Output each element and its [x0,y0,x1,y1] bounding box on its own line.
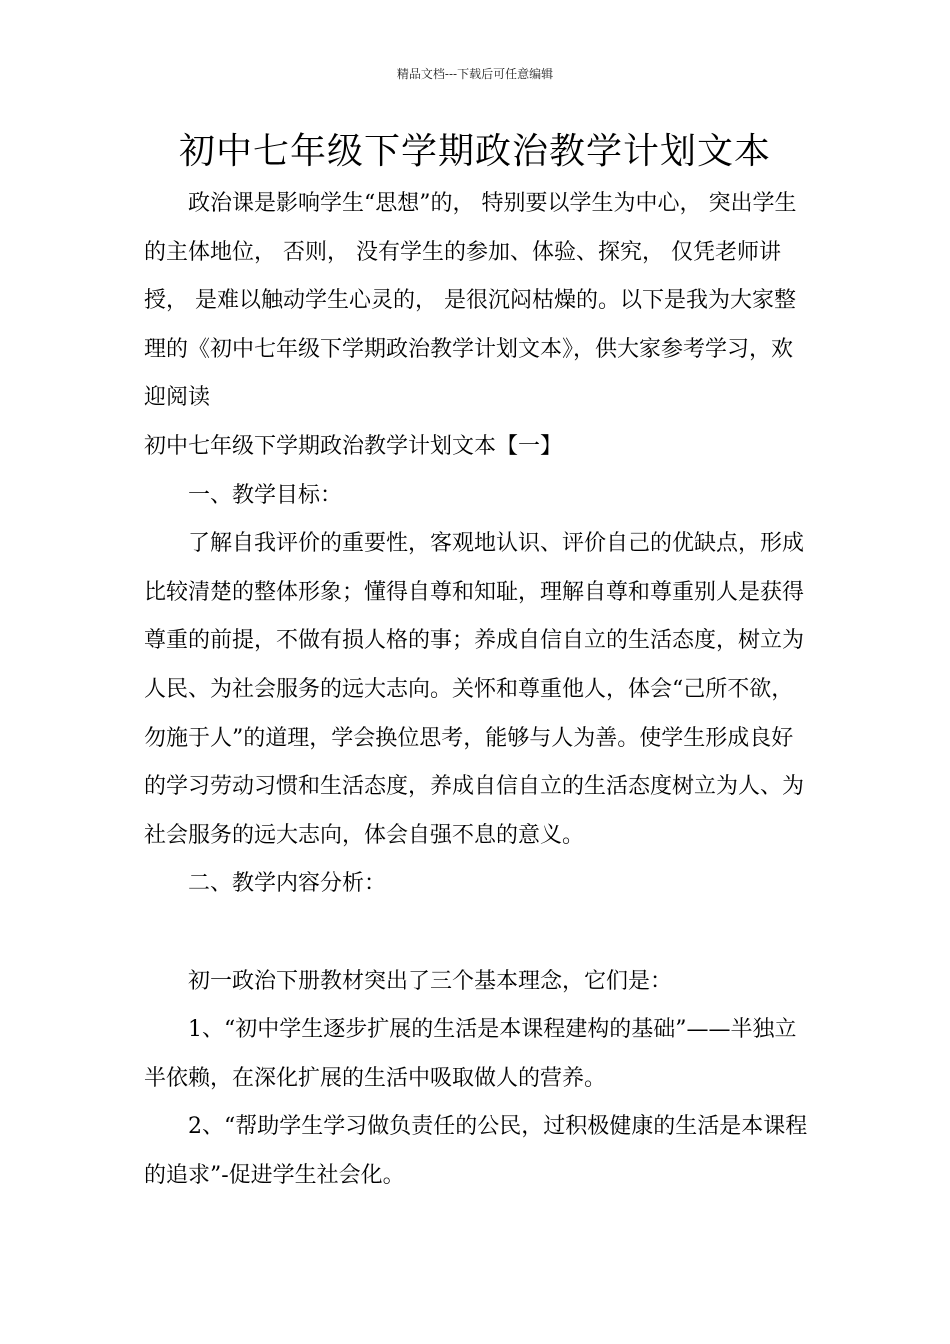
intro-paragraph: 政治课是影响学生“思想”的， 特别要以学生为中心， 突出学生的主体地位， 否则， 没有学生的参加、体验、探究， 仅凭老师讲授， 是难以触动学生心灵的， 是很沉闷枯燥的。以下是我为大家整理的《初中七年级下学期政治教学计划文本》，供大家参考学习，欢迎阅读 [144,191,797,411]
blank-line [144,909,808,958]
goal-heading: 一、教学目标： [188,482,343,508]
document-title: 初中七年级下学期政治教学计划文本 [178,131,771,172]
content-heading: 二、教学内容分析： [188,871,387,897]
point-one-paragraph: 1、“初中学生逐步扩展的生活是本课程建构的基础”——半独立半依赖，在深化扩展的生活中吸取做人的营养。 [144,1017,797,1091]
content-intro-paragraph: 初一政治下册教材突出了三个基本理念，它们是： [188,968,673,994]
document-body [144,180,808,1200]
section-heading: 初中七年级下学期政治教学计划文本【一】 [144,433,563,459]
header-note: 精品文档---下载后可任意编辑 [396,67,554,81]
goal-paragraph: 了解自我评价的重要性，客观地认识、评价自己的优缺点，形成比较清楚的整体形象；懂得自尊和知耻，理解自尊和尊重别人是获得尊重的前提，不做有损人格的事；养成自信自立的生活态度，树立为人民、为社会服务的远大志向。关怀和尊重他人，体会“己所不欲，勿施于人”的道理，学会换位思考，能够与人为善。使学生形成良好的学习劳动习惯和生活态度，养成自信自立的生活态度树立为人、为社会服务的远大志向，体会自强不息的意义。 [144,531,805,848]
point-two-paragraph: 2、“帮助学生学习做负责任的公民，过积极健康的生活是本课程的追求”-促进学生社会化。 [144,1114,808,1188]
